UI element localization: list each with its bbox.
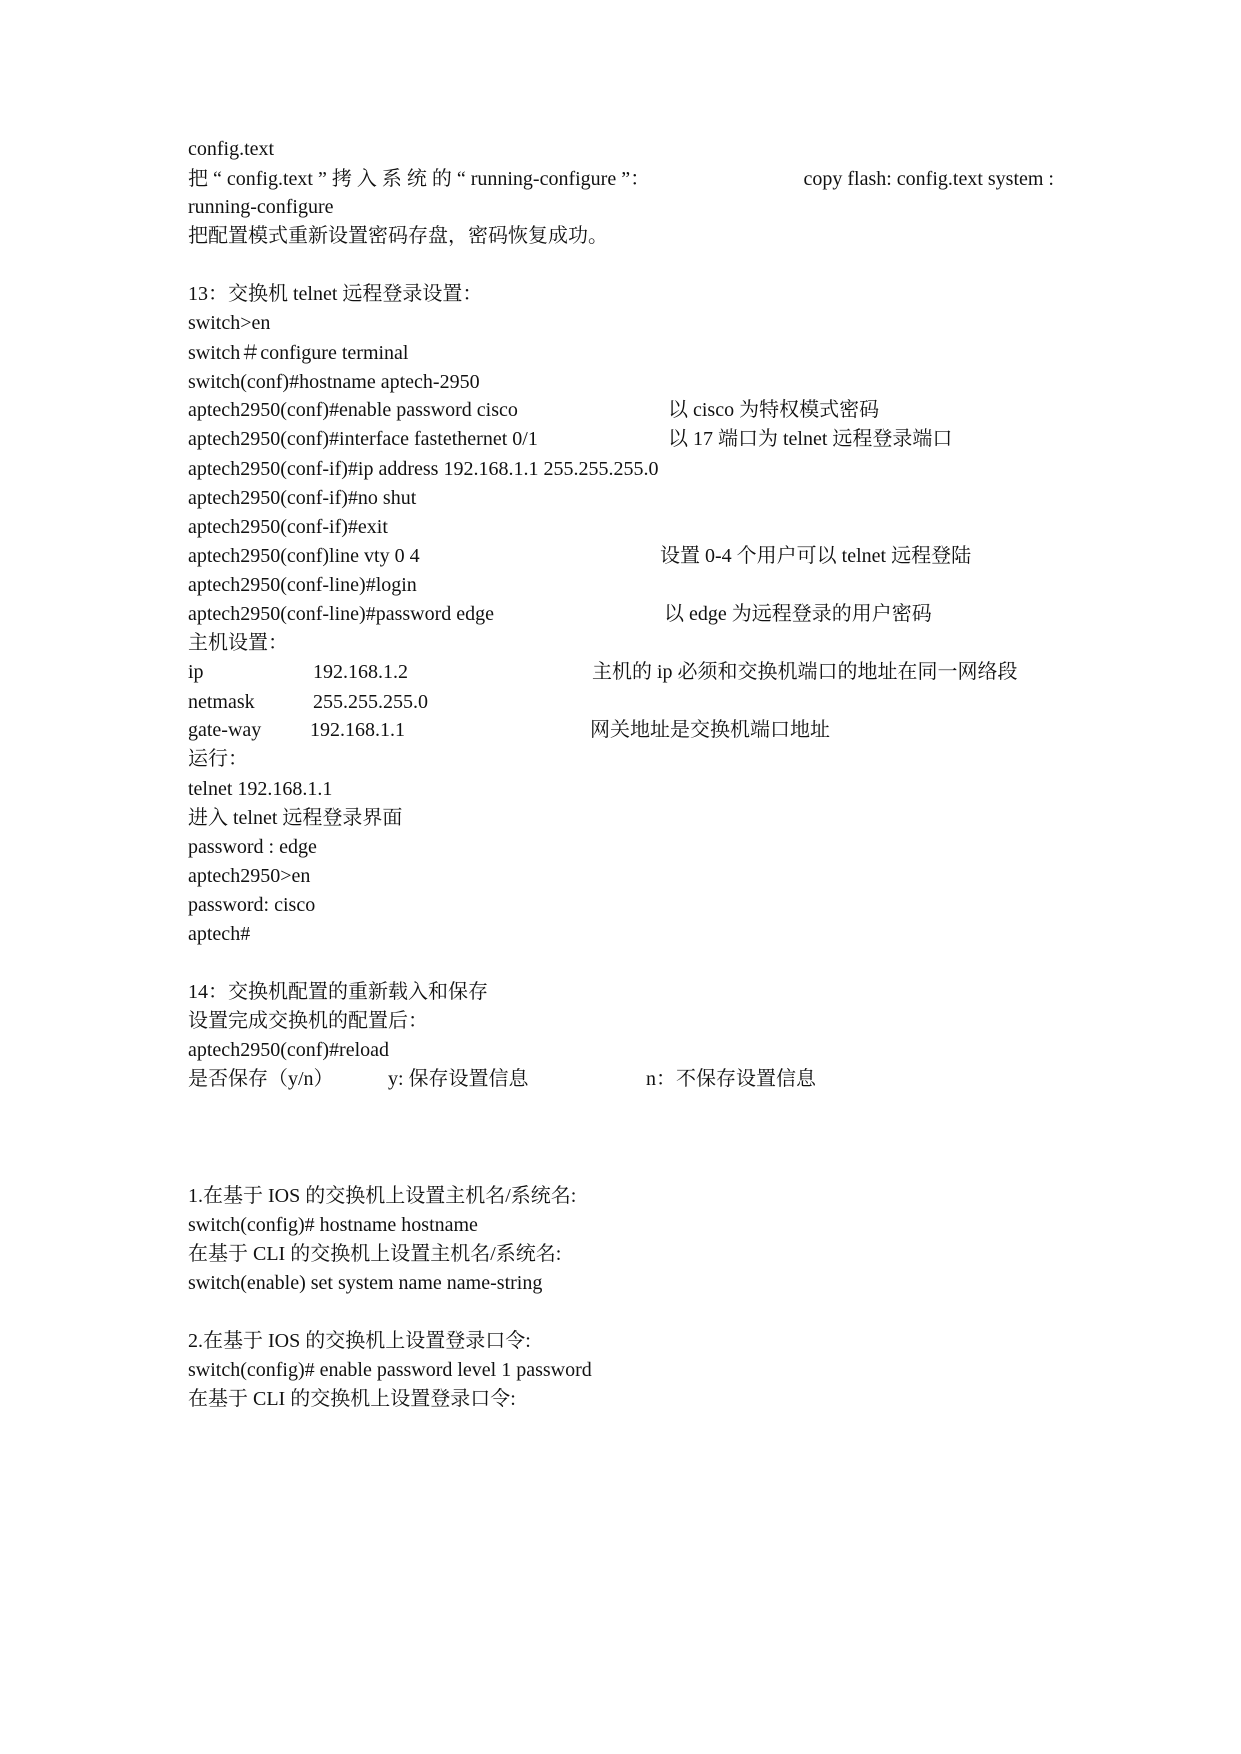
command-line: switch(enable) set system name name-string (188, 1272, 543, 1294)
host-key: ip (188, 661, 204, 683)
command-line: aptech2950(conf)#interface fastethernet 0/1 (188, 428, 538, 450)
copy-command: copy flash: config.text system : (803, 168, 1054, 190)
text-line: running-configure (188, 196, 334, 218)
host-value: 255.255.255.0 (313, 691, 428, 713)
section-heading: 13：交换机 telnet 远程登录设置： (188, 283, 483, 305)
command-line: switch>en (188, 312, 271, 334)
subheading: 运行： (188, 748, 248, 770)
command-note: 以 cisco 为特权模式密码 (668, 399, 880, 421)
host-note: 主机的 ip 必须和交换机端口的地址在同一网络段 (592, 661, 1018, 683)
subheading: 主机设置： (188, 632, 288, 654)
command-note: 设置 0-4 个用户可以 telnet 远程登陆 (660, 545, 972, 567)
text-line: 设置完成交换机的配置后： (188, 1010, 428, 1032)
host-note: 网关地址是交换机端口地址 (590, 719, 830, 741)
text-line: 把配置模式重新设置密码存盘，密码恢复成功。 (188, 225, 608, 247)
section-heading: 14：交换机配置的重新载入和保存 (188, 981, 488, 1003)
command-line: switch(config)# hostname hostname (188, 1214, 478, 1236)
command-line: aptech2950(conf-if)#ip address 192.168.1.1 255.255.255.0 (188, 458, 659, 480)
section-heading: 1.在基于 IOS 的交换机上设置主机名/系统名: (188, 1185, 577, 1207)
text-line (188, 167, 1054, 191)
command-line: aptech2950(conf)line vty 0 4 (188, 545, 420, 567)
command-note: 以 edge 为远程登录的用户密码 (664, 603, 932, 625)
run-line: password : edge (188, 836, 317, 858)
command-line: aptech2950(conf)#reload (188, 1039, 390, 1061)
text-line: config.text (188, 138, 275, 160)
save-yes-option: y: 保存设置信息 (388, 1068, 529, 1090)
run-line: password: cisco (188, 894, 316, 916)
command-line: aptech2950(conf-line)#login (188, 574, 417, 596)
host-key: netmask (188, 691, 255, 713)
host-key: gate-way (188, 719, 262, 741)
command-line: switch(conf)#hostname aptech-2950 (188, 371, 480, 393)
section-heading: 2.在基于 IOS 的交换机上设置登录口令: (188, 1330, 531, 1352)
save-prompt: 是否保存（y/n） (188, 1068, 334, 1090)
run-line: aptech# (188, 923, 251, 945)
subheading: 在基于 CLI 的交换机上设置登录口令: (188, 1388, 516, 1410)
copy-description: 把 “ config.text ” 拷 入 系 统 的 “ running-configure ”： (188, 168, 651, 190)
run-line: aptech2950>en (188, 865, 311, 887)
host-value: 192.168.1.2 (313, 661, 408, 683)
run-line: 进入 telnet 远程登录界面 (188, 807, 403, 829)
save-no-option: n：不保存设置信息 (646, 1068, 816, 1090)
subheading: 在基于 CLI 的交换机上设置主机名/系统名: (188, 1243, 562, 1265)
command-note: 以 17 端口为 telnet 远程登录端口 (668, 428, 953, 450)
command-line: aptech2950(conf-if)#no shut (188, 487, 417, 509)
host-value: 192.168.1.1 (310, 719, 405, 741)
command-line: switch＃configure terminal (188, 342, 409, 364)
command-line: aptech2950(conf)#enable password cisco (188, 399, 518, 421)
command-line: aptech2950(conf-if)#exit (188, 516, 388, 538)
command-line: switch(config)# enable password level 1 password (188, 1359, 592, 1381)
run-line: telnet 192.168.1.1 (188, 778, 333, 800)
command-line: aptech2950(conf-line)#password edge (188, 603, 494, 625)
